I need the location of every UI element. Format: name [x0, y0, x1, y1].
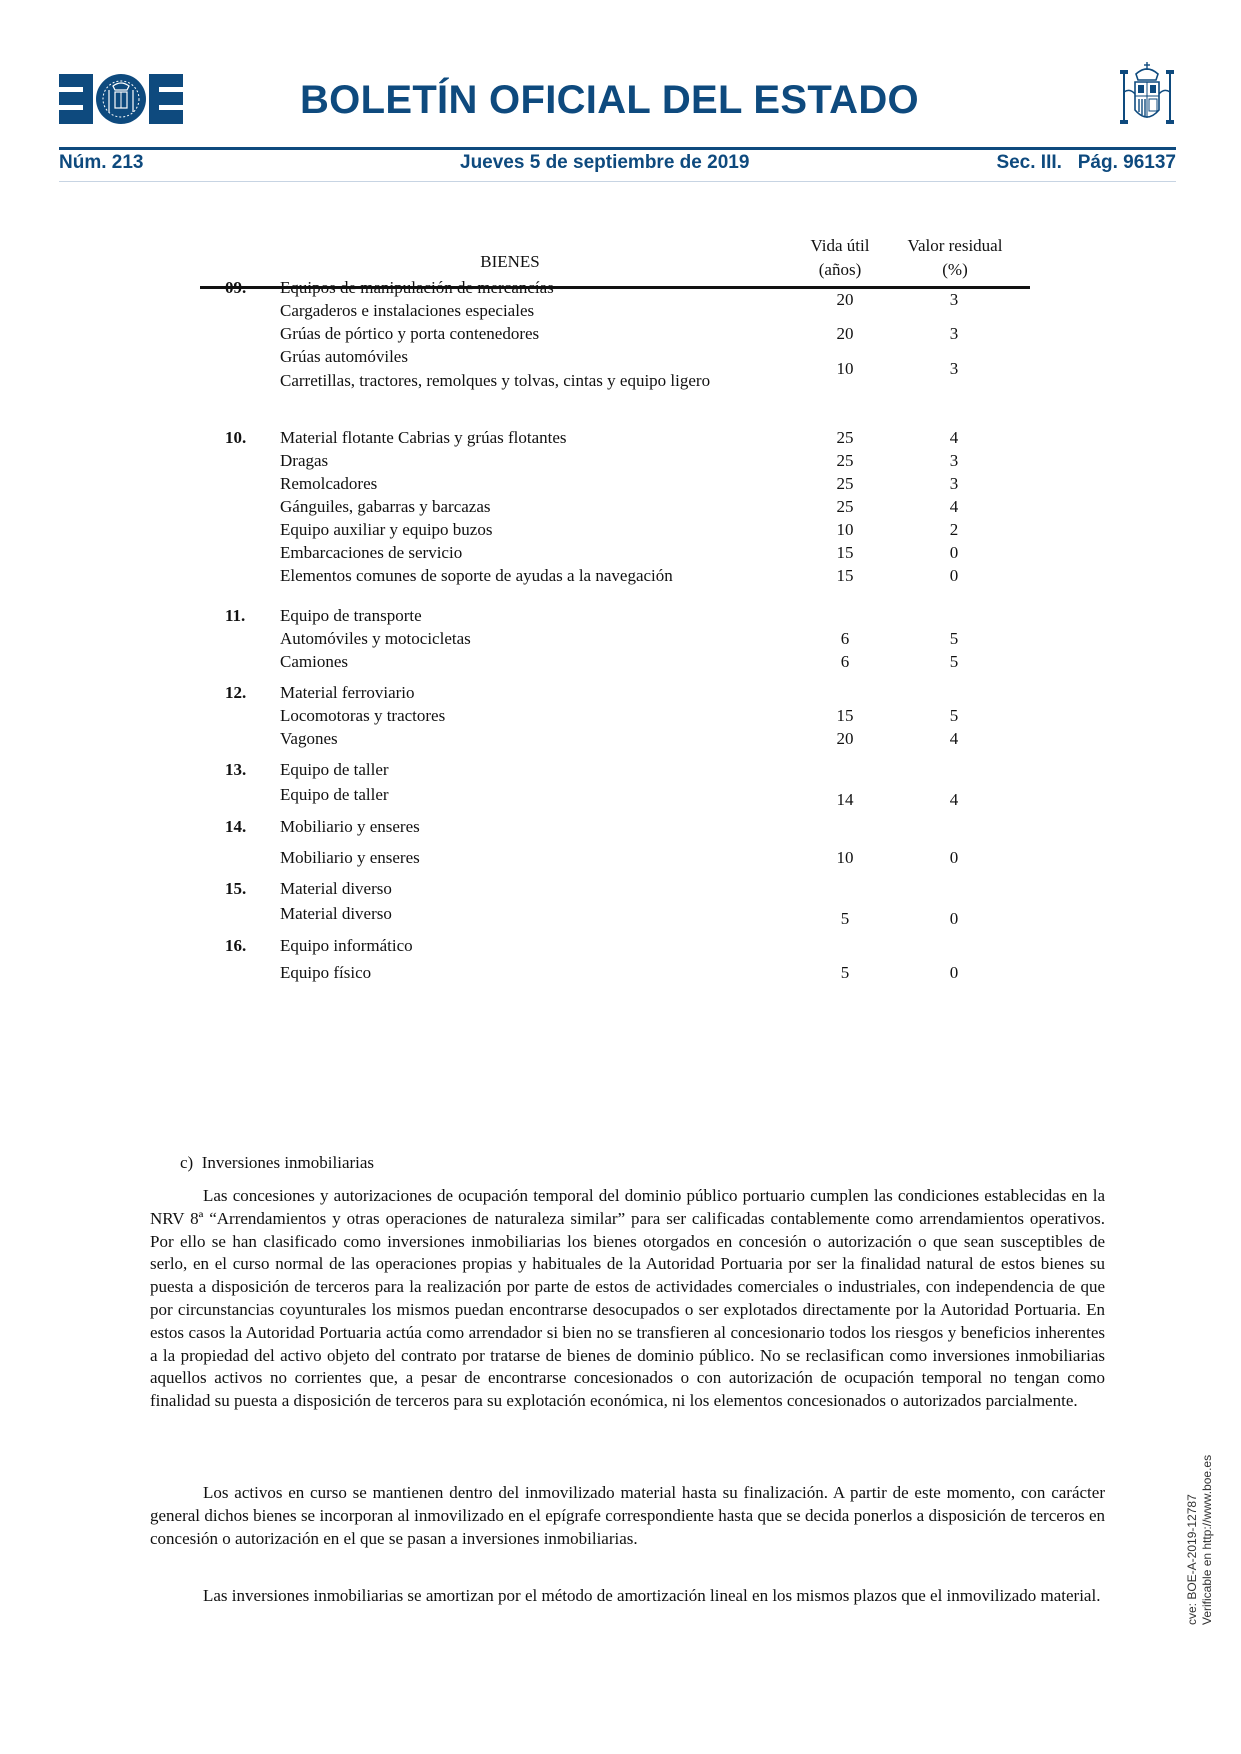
valor-value: 0: [949, 566, 959, 585]
table-row-desc: Dragas: [280, 451, 329, 470]
valor-value: 3: [949, 451, 959, 470]
valor-value: 5: [949, 652, 959, 671]
group-code: 11.: [225, 606, 246, 625]
table-row-desc: Locomotoras y tractores: [280, 706, 446, 725]
group-code: 10.: [225, 428, 247, 447]
vida-value: 15: [836, 543, 854, 562]
vida-value: 10: [836, 520, 854, 539]
table-row-desc: Mobiliario y enseres: [280, 817, 420, 836]
valor-value: 0: [949, 543, 959, 562]
verification-note: [1185, 1455, 1215, 1625]
vida-value: 5: [840, 963, 850, 982]
col-header-valor-line2: (%): [942, 260, 968, 279]
vida-value: 25: [836, 428, 854, 447]
vida-value: 10: [836, 848, 854, 867]
section-page: Sec. III. Pág. 96137: [996, 152, 1176, 173]
group-code: 12.: [225, 683, 247, 702]
header-rule: [59, 147, 1176, 150]
group-code: 14.: [225, 817, 247, 836]
table-row-desc: Equipo de taller: [280, 760, 389, 779]
boe-logo: [59, 74, 183, 124]
table-row-desc: Equipos de manipulación de mercancías: [280, 278, 554, 297]
vida-value: 6: [840, 652, 850, 671]
issue-number: Núm. 213: [59, 152, 144, 173]
table-row-desc: Mobiliario y enseres: [280, 848, 420, 867]
col-header-bienes: BIENES: [480, 252, 540, 271]
header-subrule: [59, 181, 1176, 182]
paragraph: Las concesiones y autorizaciones de ocupación temporal del dominio público portuario cumplen las condiciones establecidas en la NRV 8ª “Arrendamientos y otras operaciones de naturaleza similar” para ser calificadas contablemente como arrendamientos operativos. Por ello se han clasificado como inversiones inmobiliarias los bienes otorgados en concesión o autorización o que sean susceptibles de serlo, en el curso normal de las operaciones propias y habituales de la Autoridad Portuaria por ser la finalidad natural de estos bienes su puesta a disposición de terceros para la realización por parte de estos de actividades comerciales o industriales, con independencia de que por circunstancias coyunturales los mismos puedan encontrarse desocupados o ser explotados directamente por la Autoridad Portuaria. En estos casos la Autoridad Portuaria actúa como arrendador si bien no se transfieren al concesionario todos los riesgos y beneficios inherentes a la propiedad del activo objeto del contrato por tratarse de bienes de dominio público. No se reclasifican como inversiones inmobiliarias aquellos activos no corrientes que, a pesar de encontrarse concesionados o con autorización de ocupación temporal no tengan como finalidad su puesta a disposición de terceros para su explotación económica, ni los elementos concesionados o autorizados parcialmente.: [150, 1186, 1105, 1411]
table-row-desc: Material diverso: [280, 904, 392, 923]
vida-value: 14: [836, 790, 854, 809]
valor-value: 4: [949, 428, 959, 447]
vida-value: 20: [836, 729, 854, 748]
col-header-valor-residual: [890, 234, 1020, 282]
valor-value: 4: [949, 790, 959, 809]
col-header-vida-util: [785, 234, 895, 282]
table-row-desc: Vagones: [280, 729, 338, 748]
valor-value: 3: [949, 474, 959, 493]
vida-value: 25: [836, 474, 854, 493]
table-row-desc: Equipo auxiliar y equipo buzos: [280, 520, 493, 539]
verification-link[interactable]: Verificable en http://www.boe.es: [1200, 1454, 1214, 1625]
valor-value: 0: [949, 848, 959, 867]
col-header-vida-line1: Vida útil: [810, 236, 870, 255]
group-code: 09.: [225, 278, 247, 297]
paragraph: Los activos en curso se mantienen dentro del inmovilizado material hasta su finalización. A partir de este momento, con carácter general dichos bienes se incorporan al inmovilizado en el epígrafe correspondiente hasta que se decida ponerlos a disposición de terceros en concesión o autorización en el que se pasan a inversiones inmobiliarias.: [150, 1483, 1105, 1548]
table-row-desc: Remolcadores: [280, 474, 378, 493]
table-row-desc: Cargaderos e instalaciones especiales: [280, 301, 535, 320]
valor-value: 0: [949, 909, 959, 928]
vida-value: 20: [836, 324, 854, 343]
table-row-desc: Carretillas, tractores, remolques y tolvas, cintas y equipo ligero: [280, 371, 711, 390]
valor-value: 0: [949, 963, 959, 982]
group-code: 16.: [225, 936, 247, 955]
cve-code: cve: BOE-A-2019-12787: [1185, 1494, 1199, 1625]
valor-value: 5: [949, 629, 959, 648]
vida-value: 5: [840, 909, 850, 928]
table-row-desc: Material ferroviario: [280, 683, 415, 702]
table-row-desc: Gánguiles, gabarras y barcazas: [280, 497, 491, 516]
valor-value: 3: [949, 359, 959, 378]
col-header-vida-line2: (años): [818, 260, 862, 279]
issue-date: Jueves 5 de septiembre de 2019: [460, 152, 750, 173]
group-code: 13.: [225, 760, 247, 779]
table-row-desc: Equipo de taller: [280, 785, 389, 804]
table-row-desc: Elementos comunes de soporte de ayudas a la navegación: [280, 566, 673, 585]
valor-value: 4: [949, 497, 959, 516]
vida-value: 10: [836, 359, 854, 378]
vida-value: 25: [836, 451, 854, 470]
coat-of-arms-icon: [1118, 62, 1176, 130]
valor-value: 3: [949, 290, 959, 309]
vida-value: 25: [836, 497, 854, 516]
table-row-desc: Equipo informático: [280, 936, 413, 955]
table-row-desc: Material flotante Cabrias y grúas flotantes: [280, 428, 567, 447]
table-row-desc: Grúas de pórtico y porta contenedores: [280, 324, 540, 343]
table-row-desc: Grúas automóviles: [280, 347, 408, 366]
valor-value: 4: [949, 729, 959, 748]
valor-value: 5: [949, 706, 959, 725]
paragraph: Las inversiones inmobiliarias se amortizan por el método de amortización lineal en los mismos plazos que el inmovilizado material.: [203, 1586, 1101, 1605]
bulletin-title: BOLETÍN OFICIAL DEL ESTADO: [300, 78, 919, 122]
valor-value: 2: [949, 520, 959, 539]
table-row-desc: Embarcaciones de servicio: [280, 543, 463, 562]
vida-value: 15: [836, 566, 854, 585]
table-row-desc: Camiones: [280, 652, 348, 671]
valor-value: 3: [949, 324, 959, 343]
group-code: 15.: [225, 879, 247, 898]
section-heading: c) Inversiones inmobiliarias: [180, 1153, 375, 1172]
table-row-desc: Equipo físico: [280, 963, 372, 982]
col-header-valor-line1: Valor residual: [907, 236, 1003, 255]
vida-value: 6: [840, 629, 850, 648]
vida-value: 15: [836, 706, 854, 725]
table-row-desc: Automóviles y motocicletas: [280, 629, 471, 648]
table-row-desc: Equipo de transporte: [280, 606, 422, 625]
vida-value: 20: [836, 290, 854, 309]
table-row-desc: Material diverso: [280, 879, 392, 898]
